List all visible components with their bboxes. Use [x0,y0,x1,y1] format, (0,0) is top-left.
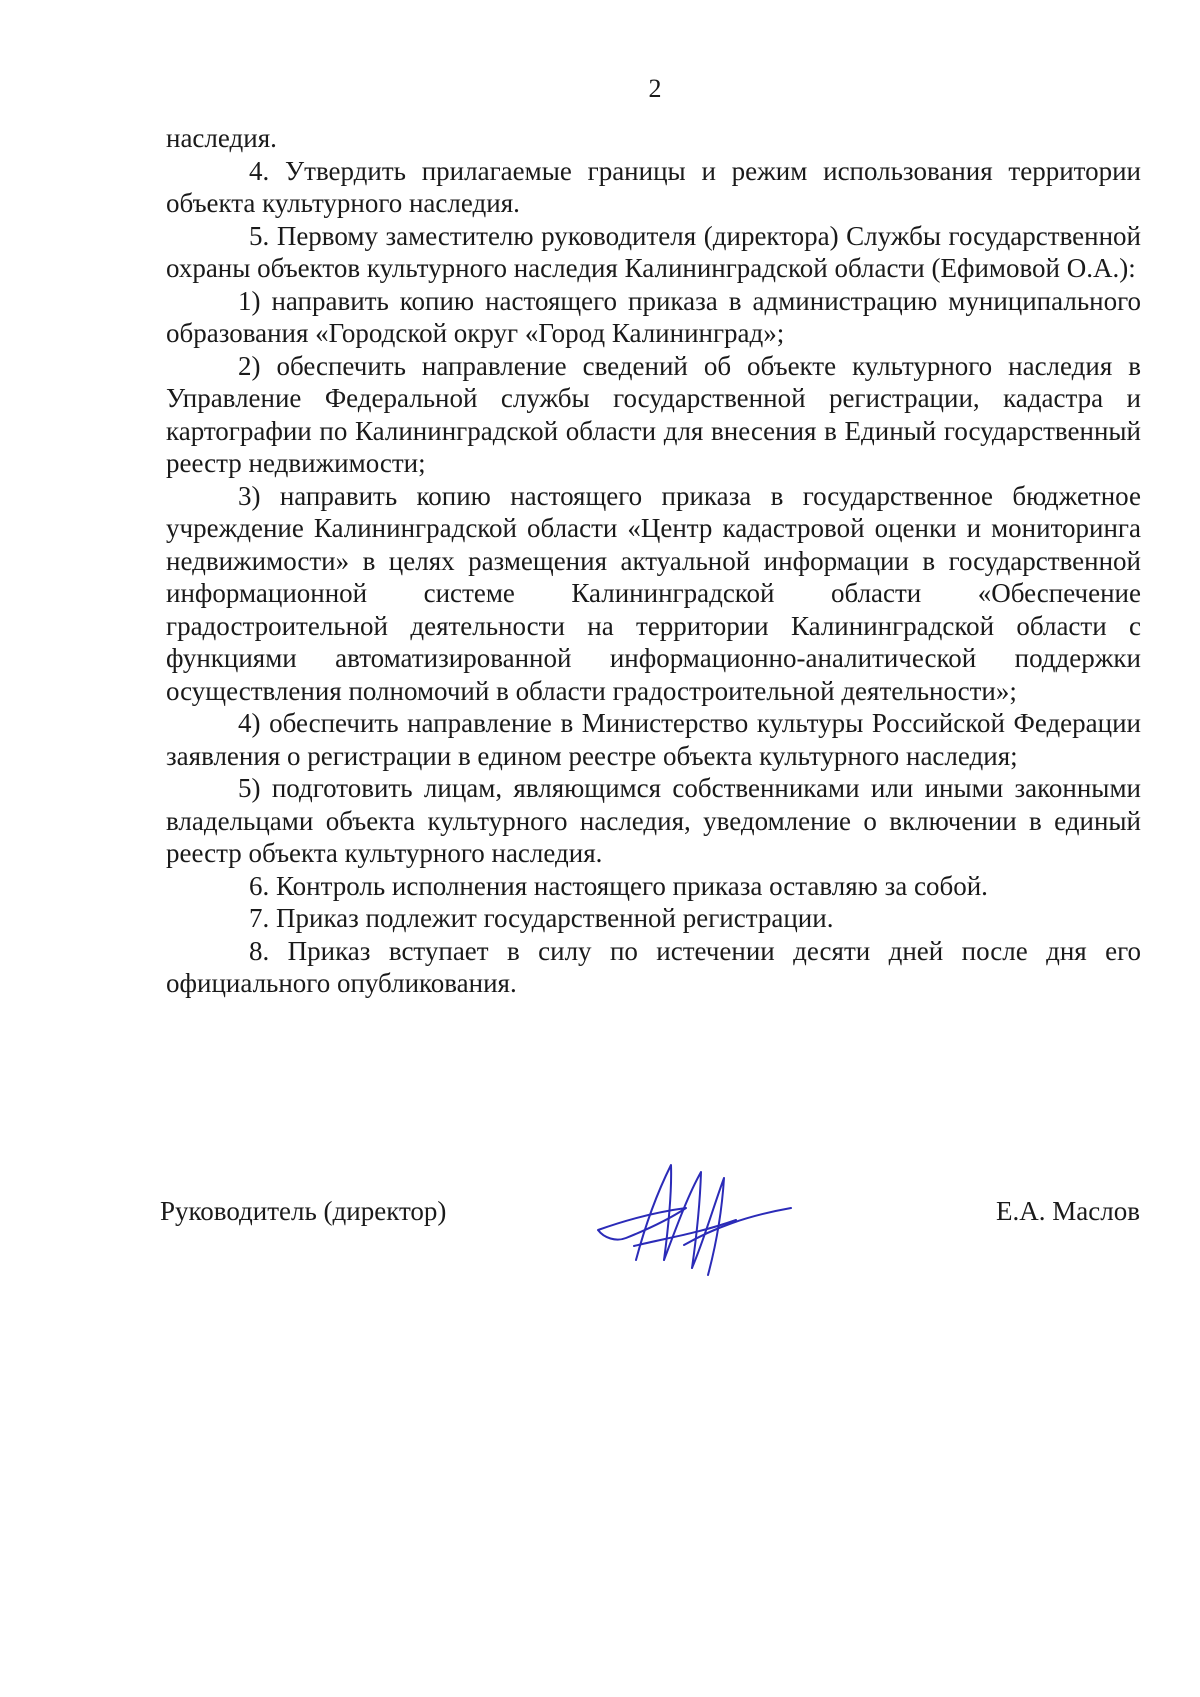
signatory-name: Е.А. Маслов [996,1196,1140,1226]
paragraph-item-5: 5. Первому заместителю руководителя (директора) Службы государственной охраны объектов культурного наследия Калининградской области (Ефимовой О.А.): [166,220,1141,283]
subitem-5-1: 1) направить копию настоящего приказа в администрацию муниципального образования «Городской округ «Город Калининград»; [166,285,1141,348]
paragraph-item-7: 7. Приказ подлежит государственной регистрации. [249,903,834,933]
subitem-5-5: 5) подготовить лицам, являющимся собственниками или иными законными владельцами объекта культурного наследия, уведомление о включении в единый реестр объекта культурного наследия. [166,773,1141,868]
subitem-5-3: 3) направить копию настоящего приказа в государственное бюджетное учреждение Калининградской области «Центр кадастровой оценки и мониторинга недвижимости» в целях размещения актуальной информации в государственной информационной системе Калининградской области «Обеспечение градостроительной деятельности на территории Калининградской области с функциями автоматизированной информационно-аналитической поддержки осуществления полномочий в области градостроительной деятельности»; [166,480,1141,706]
handwritten-signature-icon [596,1150,796,1290]
signatory-position: Руководитель (директор) [160,1196,447,1226]
paragraph-item-8: 8. Приказ вступает в силу по истечении десяти дней после дня его официального опубликования. [166,935,1141,998]
subitem-5-4: 4) обеспечить направление в Министерство культуры Российской Федерации заявления о регистрации в едином реестре объекта культурного наследия; [166,708,1141,771]
subitem-5-2: 2) обеспечить направление сведений об объекте культурного наследия в Управление Федеральной службы государственной регистрации, кадастра и картографии по Калининградской области для внесения в Единый государственный реестр недвижимости; [166,350,1141,478]
document-body [166,122,1141,1000]
page-number: 2 [648,74,662,103]
paragraph-item-6: 6. Контроль исполнения настоящего приказа оставляю за собой. [249,870,988,901]
paragraph-item-4: 4. Утвердить прилагаемые границы и режим использования территории объекта культурного наследия. [166,155,1141,218]
paragraph-continuation: наследия. [166,123,277,153]
